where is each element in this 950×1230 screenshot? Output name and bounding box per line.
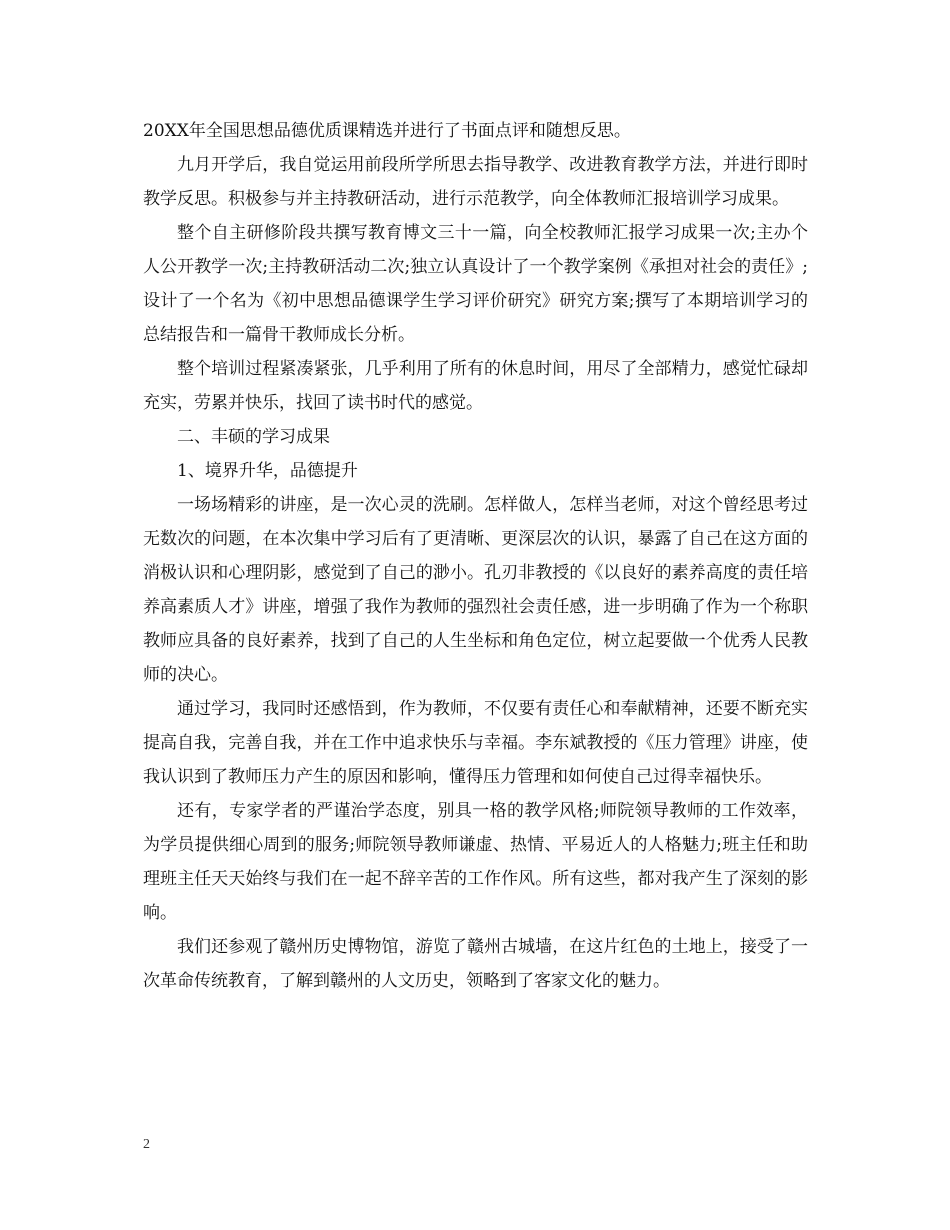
page-number: 2	[143, 1137, 150, 1152]
paragraph: 还有，专家学者的严谨治学态度，别具一格的教学风格;师院领导教师的工作效率，为学员提供细心周到的服务;师院领导教师谦虚、热情、平易近人的人格魅力;班主任和助理班主任天天始终与我们在一起不辞辛苦的工作作风。所有这些，都对我产生了深刻的影响。	[143, 801, 808, 923]
subsection-heading: 1、境界升华，品德提升	[177, 461, 358, 481]
paragraph: 我们还参观了赣州历史博物馆，游览了赣州古城墙，在这片红色的土地上，接受了一次革命传统教育，了解到赣州的人文历史，领略到了客家文化的魅力。	[143, 937, 808, 991]
paragraph: 九月开学后，我自觉运用前段所学所思去指导教学、改进教育教学方法，并进行即时教学反思。积极参与并主持教研活动，进行示范教学，向全体教师汇报培训学习成果。	[143, 155, 808, 209]
paragraph: 通过学习，我同时还感悟到，作为教师，不仅要有责任心和奉献精神，还要不断充实提高自我，完善自我，并在工作中追求快乐与幸福。李东斌教授的《压力管理》讲座，使我认识到了教师压力产生的原因和影响，懂得压力管理和如何使自己过得幸福快乐。	[143, 699, 808, 787]
document-body	[143, 114, 808, 998]
paragraph: 20XX年全国思想品德优质课精选并进行了书面点评和随想反思。	[143, 121, 631, 141]
section-heading: 二、丰硕的学习成果	[177, 427, 330, 447]
paragraph: 整个自主研修阶段共撰写教育博文三十一篇，向全校教师汇报学习成果一次;主办个人公开教学一次;主持教研活动二次;独立认真设计了一个教学案例《承担对社会的责任》;设计了一个名为《初中思想品德课学生学习评价研究》研究方案;撰写了本期培训学习的总结报告和一篇骨干教师成长分析。	[143, 223, 808, 345]
paragraph: 整个培训过程紧凑紧张，几乎利用了所有的休息时间，用尽了全部精力，感觉忙碌却充实，劳累并快乐，找回了读书时代的感觉。	[143, 359, 808, 413]
paragraph: 一场场精彩的讲座，是一次心灵的洗刷。怎样做人，怎样当老师，对这个曾经思考过无数次的问题，在本次集中学习后有了更清晰、更深层次的认识，暴露了自己在这方面的消极认识和心理阴影，感觉到了自己的渺小。孔刃非教授的《以良好的素养高度的责任培养高素质人才》讲座，增强了我作为教师的强烈社会责任感，进一步明确了作为一个称职教师应具备的良好素养，找到了自己的人生坐标和角色定位，树立起要做一个优秀人民教师的决心。	[143, 495, 808, 685]
